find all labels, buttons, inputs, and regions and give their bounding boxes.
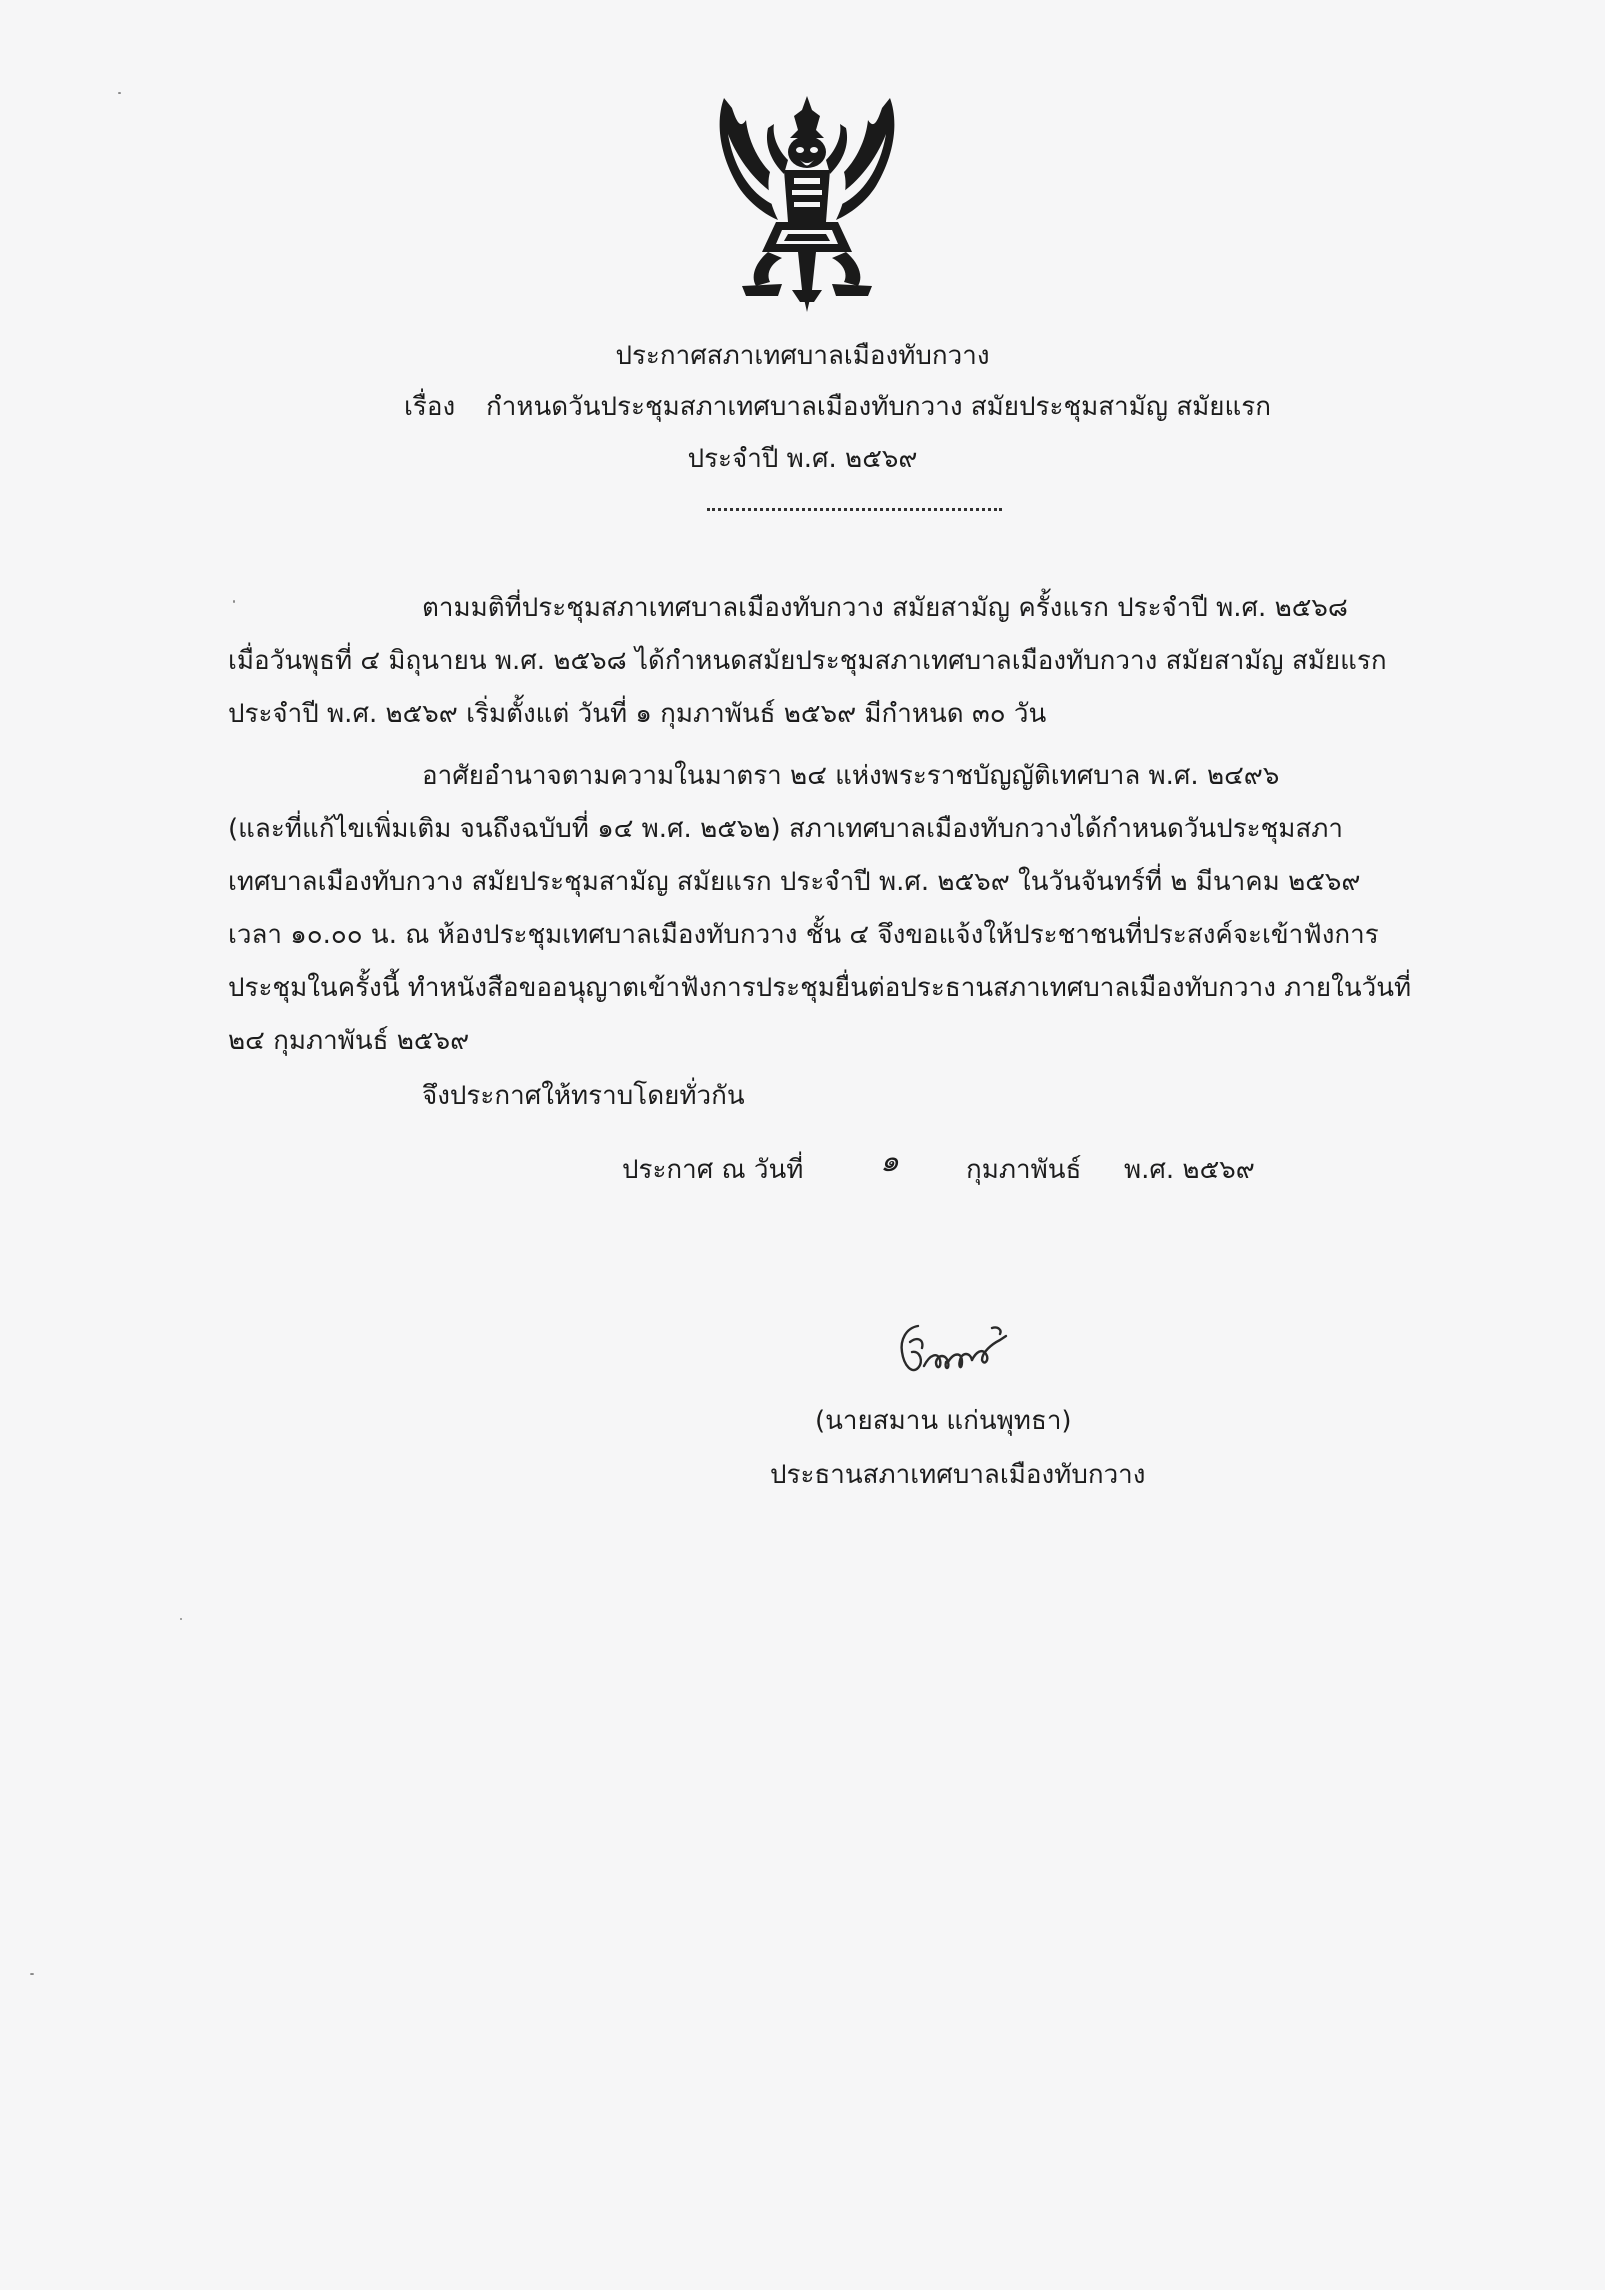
handwritten-signature: [888, 1318, 1018, 1390]
scan-speck: [118, 92, 121, 94]
date-day: ๑: [880, 1144, 900, 1179]
paragraph2-line: เทศบาลเมืองทับกวาง สมัยประชุมสามัญ สมัยแรก ประจำปี พ.ศ. ๒๕๖๙ ในวันจันทร์ที่ ๒ มีนาคม ๒๕๖๙: [228, 867, 1361, 897]
paragraph2-line: อาศัยอำนาจตามความในมาตรา ๒๔ แห่งพระราชบัญญัติเทศบาล พ.ศ. ๒๔๙๖: [422, 761, 1280, 791]
document-title: ประกาศสภาเทศบาลเมืองทับกวาง: [615, 341, 990, 371]
year-line: ประจำปี พ.ศ. ๒๕๖๙: [687, 444, 918, 474]
paragraph2-line: (และที่แก้ไขเพิ่มเติม จนถึงฉบับที่ ๑๔ พ.ศ. ๒๕๖๒) สภาเทศบาลเมืองทับกวางได้กำหนดวันประชุมสภา: [228, 814, 1344, 844]
announcement-text: จึงประกาศให้ทราบโดยทั่วกัน: [422, 1081, 745, 1111]
subject-text: กำหนดวันประชุมสภาเทศบาลเมืองทับกวาง สมัยประชุมสามัญ สมัยแรก: [486, 392, 1271, 422]
signer-position: ประธานสภาเทศบาลเมืองทับกวาง: [770, 1460, 1146, 1490]
date-year: พ.ศ. ๒๕๖๙: [1124, 1155, 1255, 1185]
subject-label: เรื่อง: [404, 392, 456, 422]
paragraph2-line: ประชุมในครั้งนี้ ทำหนังสือขออนุญาตเข้าฟังการประชุมยื่นต่อประธานสภาเทศบาลเมืองทับกวาง ภายในวันที่: [228, 973, 1412, 1003]
garuda-emblem-icon: [712, 90, 902, 325]
paragraph1-line: เมื่อวันพุธที่ ๔ มิถุนายน พ.ศ. ๒๕๖๘ ได้กำหนดสมัยประชุมสภาเทศบาลเมืองทับกวาง สมัยสามัญ สมัยแรก: [228, 646, 1387, 676]
paragraph2-line: ๒๔ กุมภาพันธ์ ๒๕๖๙: [228, 1026, 470, 1056]
scan-speck: [30, 1973, 34, 1975]
scan-speck: [180, 1618, 182, 1620]
paragraph2-line: เวลา ๑๐.๐๐ น. ณ ห้องประชุมเทศบาลเมืองทับกวาง ชั้น ๔ จึงขอแจ้งให้ประชาชนที่ประสงค์จะเข้าฟังการ: [228, 920, 1379, 950]
paragraph1-line: ประจำปี พ.ศ. ๒๕๖๙ เริ่มตั้งแต่ วันที่ ๑ กุมภาพันธ์ ๒๕๖๙ มีกำหนด ๓๐ วัน: [228, 699, 1047, 729]
signer-name: (นายสมาน แก่นพุทธา): [815, 1406, 1072, 1436]
scan-speck: [233, 600, 235, 603]
date-month: กุมภาพันธ์: [966, 1155, 1082, 1185]
date-prefix: ประกาศ ณ วันที่: [622, 1155, 804, 1185]
separator-line: [707, 508, 1002, 511]
paragraph1-line: ตามมติที่ประชุมสภาเทศบาลเมืองทับกวาง สมัยสามัญ ครั้งแรก ประจำปี พ.ศ. ๒๕๖๘: [422, 593, 1348, 623]
